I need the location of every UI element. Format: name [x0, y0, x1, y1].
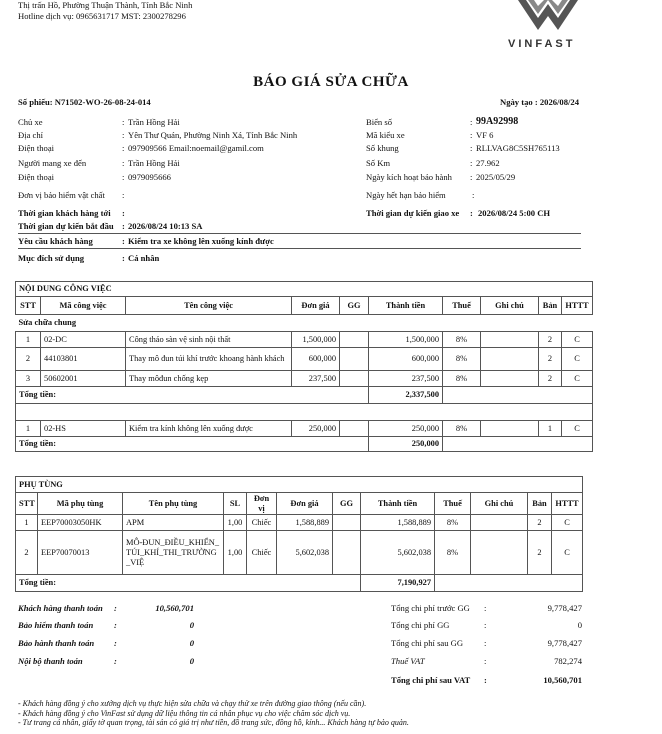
column-header: Đơn vị [247, 493, 277, 515]
colon: : [122, 236, 125, 246]
table-row [16, 531, 583, 575]
cell-sl: 1,00 [224, 531, 247, 575]
payment-row [18, 636, 198, 650]
colon: : [122, 130, 125, 140]
colon: : [484, 675, 487, 685]
info-value: RLLVAG8C5SH765113 [476, 143, 560, 153]
payment-label: Bảo hiểm thanh toán [18, 620, 94, 630]
summary-label: Tổng chi phí sau VAT [391, 675, 471, 685]
cell-httt: C [552, 515, 583, 531]
cell-amount: 600,000 [369, 348, 443, 371]
info-label: Chủ xe [18, 117, 43, 127]
info-value: 097909566 Email:noemail@gamil.com [128, 143, 264, 153]
colon: : [122, 143, 125, 153]
table-header-row [16, 297, 593, 315]
colon: : [484, 656, 487, 666]
empty-cell [16, 404, 593, 421]
cell-price: 600,000 [292, 348, 340, 371]
column-header: Thành tiền [369, 297, 443, 315]
cell-gg [340, 421, 369, 437]
summary-row [391, 636, 582, 650]
info-label: Địa chỉ [18, 130, 44, 140]
info-value: 0979095666 [128, 172, 171, 182]
delivery-time-label: Thời gian dự kiến giao xe [366, 208, 460, 218]
cell-price: 1,588,889 [277, 515, 333, 531]
cell-note [481, 348, 539, 371]
cell-tax: 8% [443, 348, 481, 371]
cell-httt: C [562, 348, 593, 371]
colon: : [114, 656, 117, 666]
cell-httt: C [562, 371, 593, 387]
cell-httt: C [552, 531, 583, 575]
column-header: Thuế [435, 493, 471, 515]
total-label: Tổng tiền: [16, 575, 361, 592]
total-label: Tổng tiền: [16, 387, 369, 404]
colon: : [114, 603, 117, 613]
cell-price: 1,500,000 [292, 332, 340, 348]
cell-stt: 2 [16, 531, 38, 575]
created-date: Ngày tạo : 2026/08/24 [500, 97, 580, 107]
column-header: Mã công việc [41, 297, 126, 315]
start-time-label: Thời gian dự kiến bắt đầu [18, 221, 114, 231]
section-header-row [16, 282, 593, 297]
payment-label: Bảo hành thanh toán [18, 638, 95, 648]
summary-value: 9,778,427 [547, 638, 582, 648]
vinfast-logo-icon [516, 0, 580, 34]
cell-code: EEP70070013 [38, 531, 123, 575]
column-header: Bản [539, 297, 562, 315]
cell-code: 50602001 [41, 371, 126, 387]
column-header: HTTT [562, 297, 593, 315]
cell-amount: 1,588,889 [361, 515, 435, 531]
colon: : [470, 208, 473, 218]
cell-stt: 1 [16, 421, 41, 437]
parts-section-title: PHỤ TÙNG [16, 477, 583, 493]
column-header: Đơn giá [292, 297, 340, 315]
colon: : [122, 117, 125, 127]
summary-value: 782,274 [554, 656, 582, 666]
total-value: 250,000 [369, 437, 443, 452]
cell-note [471, 531, 528, 575]
table-row [16, 421, 593, 437]
total-value: 2,337,500 [369, 387, 443, 404]
cell-gg [333, 515, 361, 531]
cell-ban: 2 [528, 515, 552, 531]
info-label: Biển số [366, 117, 393, 127]
cell-tax: 8% [443, 332, 481, 348]
payment-row [18, 618, 198, 632]
total-label: Tổng tiền: [16, 437, 369, 452]
cell-ban: 2 [539, 348, 562, 371]
note-line: - Tư trang cá nhân, giấy tờ quan trọng, tài sản có giá trị như tiền, đồ trang sức, đồng hồ, kính... Khách hàng tự bảo quản. [18, 718, 409, 727]
cell-name: APM [123, 515, 224, 531]
cell-ban: 2 [539, 371, 562, 387]
cell-price: 237,500 [292, 371, 340, 387]
cell-name: Thay môđun chống kẹp [126, 371, 292, 387]
summary-row [391, 673, 582, 687]
cell-stt: 1 [16, 515, 38, 531]
column-header: GG [340, 297, 369, 315]
colon: : [122, 221, 125, 231]
payment-value: 0 [189, 638, 194, 648]
cell-gg [340, 371, 369, 387]
cell-name: Kiểm tra kính không lên xuống được [126, 421, 292, 437]
column-header: SL [224, 493, 247, 515]
payment-label: Khách hàng thanh toán [18, 603, 103, 613]
jobs-table [15, 281, 593, 452]
purpose-label: Mục đích sử dụng [18, 253, 85, 263]
column-header: Ghi chú [481, 297, 539, 315]
table-row [16, 332, 593, 348]
empty-cell [443, 437, 593, 452]
cell-name: Công tháo sàn vệ sinh nội thất [126, 332, 292, 348]
parts-table [15, 476, 583, 592]
dealer-hotline: Hotline dịch vụ: 0965631717 MST: 2300278296 [18, 11, 186, 21]
cell-amount: 1,500,000 [369, 332, 443, 348]
page-title: BÁO GIÁ SỬA CHỮA [253, 74, 409, 90]
column-header: Tên phụ tùng [123, 493, 224, 515]
cell-amount: 237,500 [369, 371, 443, 387]
empty-cell [435, 575, 583, 592]
cell-tax: 8% [443, 371, 481, 387]
payment-value: 10,560,701 [155, 603, 194, 613]
colon: : [122, 158, 125, 168]
info-value: 27.962 [476, 158, 500, 168]
info-value: 99A92998 [476, 116, 519, 127]
info-label: Người mang xe đến [18, 158, 87, 168]
colon: : [470, 130, 473, 140]
info-value: 2025/05/29 [476, 172, 516, 182]
cell-tax: 8% [435, 531, 471, 575]
cell-price: 250,000 [292, 421, 340, 437]
summary-label: Tổng chi phí trước GG [391, 603, 470, 613]
colon: : [472, 190, 475, 200]
info-label: Điện thoại [18, 172, 55, 182]
cell-code: 02-HS [41, 421, 126, 437]
insurance-expiry-label: Ngày hết hạn bảo hiểm [366, 190, 446, 200]
cell-stt: 1 [16, 332, 41, 348]
cell-note [471, 515, 528, 531]
start-time-value: 2026/08/24 10:13 SA [128, 221, 203, 231]
cell-ban: 2 [528, 531, 552, 575]
info-label: Ngày kích hoạt bảo hành [366, 172, 452, 182]
cell-gg [333, 531, 361, 575]
dealer-address: Thị trấn Hồ, Phường Thuận Thành, Tỉnh Bắc Ninh [18, 0, 193, 10]
info-label: Số khung [366, 143, 399, 153]
info-value: Trần Hồng Hải [128, 117, 180, 127]
purpose-value: Cá nhân [128, 253, 160, 263]
column-header: Thuế [443, 297, 481, 315]
colon: : [122, 253, 125, 263]
cell-gg [340, 348, 369, 371]
colon: : [470, 158, 473, 168]
summary-label: Tổng chi phí sau GG [391, 638, 464, 648]
colon: : [484, 638, 487, 648]
cell-httt: C [562, 421, 593, 437]
table-row [16, 371, 593, 387]
cell-unit: Chiếc [247, 515, 277, 531]
cell-httt: C [562, 332, 593, 348]
table-row [16, 348, 593, 371]
total-value: 7,190,927 [361, 575, 435, 592]
request-label: Yêu cầu khách hàng [18, 236, 93, 246]
payment-value: 0 [189, 620, 194, 630]
colon: : [484, 603, 487, 613]
column-header: Tên công việc [126, 297, 292, 315]
cell-name: Thay mô đun túi khí trước khoang hành khách [126, 348, 292, 371]
info-label: Mã kiểu xe [366, 130, 405, 140]
summary-value: 9,778,427 [547, 603, 582, 613]
note-line: - Khách hàng đồng ý cho xưởng dịch vụ thực hiện sửa chữa và chạy thử xe trên đường giao thông (nếu cần). [18, 699, 367, 708]
table-row [16, 515, 583, 531]
colon: : [470, 117, 473, 127]
jobs-section-title: NỘI DUNG CÔNG VIỆC [16, 282, 593, 297]
summary-value: 10,560,701 [543, 675, 582, 685]
info-value: VF 6 [476, 130, 494, 140]
column-header: Mã phụ tùng [38, 493, 123, 515]
column-header: Bản [528, 493, 552, 515]
group-title: Sửa chữa chung [16, 315, 593, 332]
cell-ban: 2 [539, 332, 562, 348]
cell-gg [340, 332, 369, 348]
ticket-number: Số phiếu: N71502-WO-26-08-24-014 [18, 97, 151, 107]
summary-row [391, 654, 582, 668]
section-header-row [16, 477, 583, 493]
note-line: - Khách hàng đồng ý cho VinFast sử dụng dữ liệu thông tin cá nhân phục vụ cho việc chăm sóc dịch vụ. [18, 708, 351, 718]
colon: : [122, 172, 125, 182]
summary-row [391, 601, 582, 615]
cell-code: 02-DC [41, 332, 126, 348]
cell-ban: 1 [539, 421, 562, 437]
summary-row [391, 618, 582, 632]
empty-cell [443, 387, 593, 404]
column-header: Đơn giá [277, 493, 333, 515]
cell-stt: 2 [16, 348, 41, 371]
info-label: Số Km [366, 158, 391, 168]
insurance-unit-label: Đơn vị bảo hiểm vật chất [18, 190, 105, 200]
total-row [16, 437, 593, 452]
cell-note [481, 421, 539, 437]
cell-code: 44103801 [41, 348, 126, 371]
cell-note [481, 332, 539, 348]
request-value: Kiểm tra xe không lên xuống kính được [128, 236, 274, 246]
cell-amount: 250,000 [369, 421, 443, 437]
column-header: STT [16, 493, 38, 515]
divider [18, 248, 581, 249]
info-value: Yên Thư Quán, Phường Ninh Xá, Tỉnh Bắc Ninh [128, 130, 298, 140]
info-label: Điện thoại [18, 143, 55, 153]
colon: : [470, 172, 473, 182]
payment-row [18, 601, 198, 615]
spacer-row [16, 404, 593, 421]
colon: : [114, 638, 117, 648]
total-row [16, 575, 583, 592]
cell-note [481, 371, 539, 387]
colon: : [114, 620, 117, 630]
table-header-row [16, 493, 583, 515]
column-header: GG [333, 493, 361, 515]
column-header: HTTT [552, 493, 583, 515]
summary-label: Thuế VAT [391, 656, 425, 666]
summary-value: 0 [577, 620, 582, 630]
cell-price: 5,602,038 [277, 531, 333, 575]
cell-tax: 8% [443, 421, 481, 437]
arrival-time-label: Thời gian khách hàng tới [18, 208, 111, 218]
payment-value: 0 [189, 656, 194, 666]
cell-name: MÔ-ĐUN_ĐIỀU_KHIỂN_TÚI_KHÍ_THI_TRƯỜNG_VIỆ [123, 531, 224, 575]
payment-row [18, 654, 198, 668]
column-header: Thành tiền [361, 493, 435, 515]
summary-label: Tổng chi phí GG [391, 620, 450, 630]
total-row [16, 387, 593, 404]
payment-label: Nội bộ thanh toán [18, 656, 83, 666]
cell-sl: 1,00 [224, 515, 247, 531]
cell-unit: Chiếc [247, 531, 277, 575]
colon: : [470, 143, 473, 153]
delivery-time-value: 2026/08/24 5:00 CH [478, 208, 551, 218]
colon: : [122, 208, 125, 218]
colon: : [122, 190, 125, 200]
cell-amount: 5,602,038 [361, 531, 435, 575]
column-header: Ghi chú [471, 493, 528, 515]
colon: : [484, 620, 487, 630]
brand-name: VINFAST [508, 38, 576, 50]
cell-code: EEP70003050HK [38, 515, 123, 531]
column-header: STT [16, 297, 41, 315]
info-value: Trần Hồng Hải [128, 158, 180, 168]
cell-stt: 3 [16, 371, 41, 387]
cell-tax: 8% [435, 515, 471, 531]
divider [18, 233, 581, 234]
group-row [16, 315, 593, 332]
